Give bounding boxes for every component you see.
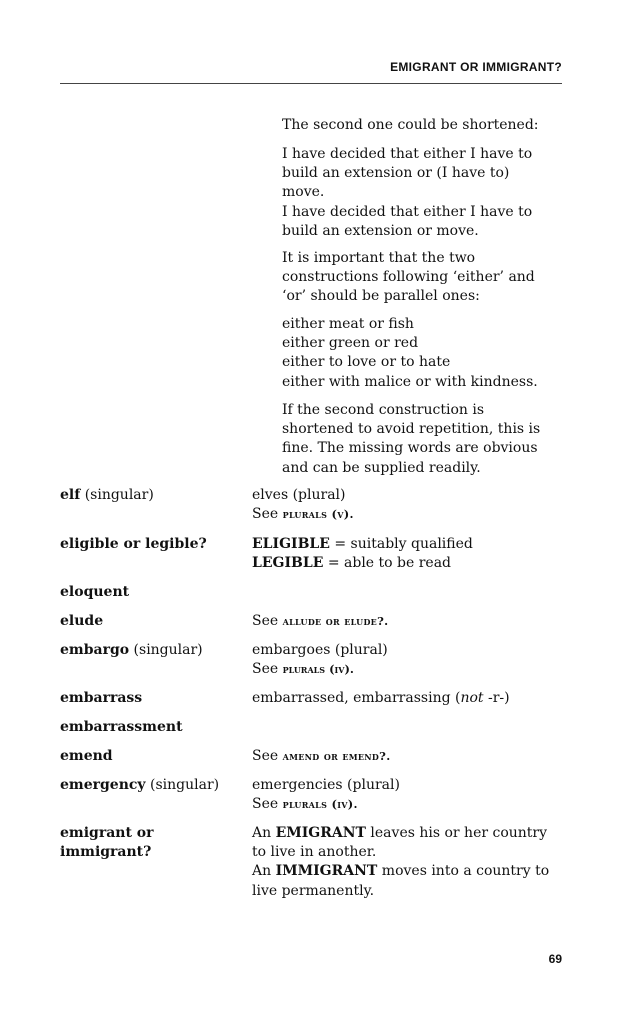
continuation-paragraph-3: It is important that the two constructions following ‘either’ and ‘or’ should be parallel ones: [282, 250, 535, 305]
page-number: 69 [548, 952, 562, 966]
entry-elude-headword: elude [60, 613, 104, 629]
entry-eligible-definition: ELIGIBLE = suitably qualified LEGIBLE = able to be read [252, 536, 473, 572]
entry-embarrass-headword: embarrass [60, 690, 143, 706]
entry-emend-headword: emend [60, 748, 113, 764]
entry-emergency-definition: emergencies (plural) See plurals (iv). [252, 777, 400, 813]
entry-embargo-headword: embargo (singular) [60, 642, 203, 658]
running-header: EMIGRANT OR IMMIGRANT? [390, 60, 562, 74]
entry-emigrant-headword: emigrant or immigrant? [60, 825, 154, 861]
entry-elf-headword: elf (singular) [60, 487, 154, 503]
cross-reference: plurals (iv). [282, 797, 358, 812]
continuation-paragraph-5: If the second construction is shortened to avoid repetition, this is fine. The missing words are obvious and can be supplied readily. [282, 402, 541, 476]
entry-eloquent-headword: eloquent [60, 584, 130, 600]
cross-reference: allude or elude?. [282, 614, 389, 628]
entry-elude-definition: See allude or elude?. [252, 613, 389, 629]
entry-elf-definition: elves (plural) See plurals (v). [252, 487, 354, 523]
cross-reference: plurals (iv). [282, 662, 354, 677]
entry-embarrassment-headword: embarrassment [60, 719, 183, 735]
entry-emend-definition: See amend or emend?. [252, 748, 391, 764]
continuation-paragraph-1: The second one could be shortened: [282, 117, 539, 133]
entry-emigrant-definition: An EMIGRANT leaves his or her country to live in another. An IMMIGRANT moves into a country to live permanently. [252, 825, 550, 899]
entry-embargo-definition: embargoes (plural) See plurals (iv). [252, 642, 388, 678]
cross-reference: plurals (v). [282, 507, 354, 522]
header-rule [60, 83, 562, 84]
continuation-paragraph-2: I have decided that either I have to build an extension or (I have to) move. I have decided that either I have to build an extension or move. [282, 146, 533, 239]
entry-embarrass-definition: embarrassed, embarrassing (not -r-) [252, 690, 510, 706]
entry-eligible-headword: eligible or legible? [60, 536, 207, 552]
continuation-examples: either meat or fish either green or red either to love or to hate either with malice or with kindness. [282, 316, 538, 390]
cross-reference: amend or emend?. [282, 749, 391, 763]
entry-emergency-headword: emergency (singular) [60, 777, 220, 793]
